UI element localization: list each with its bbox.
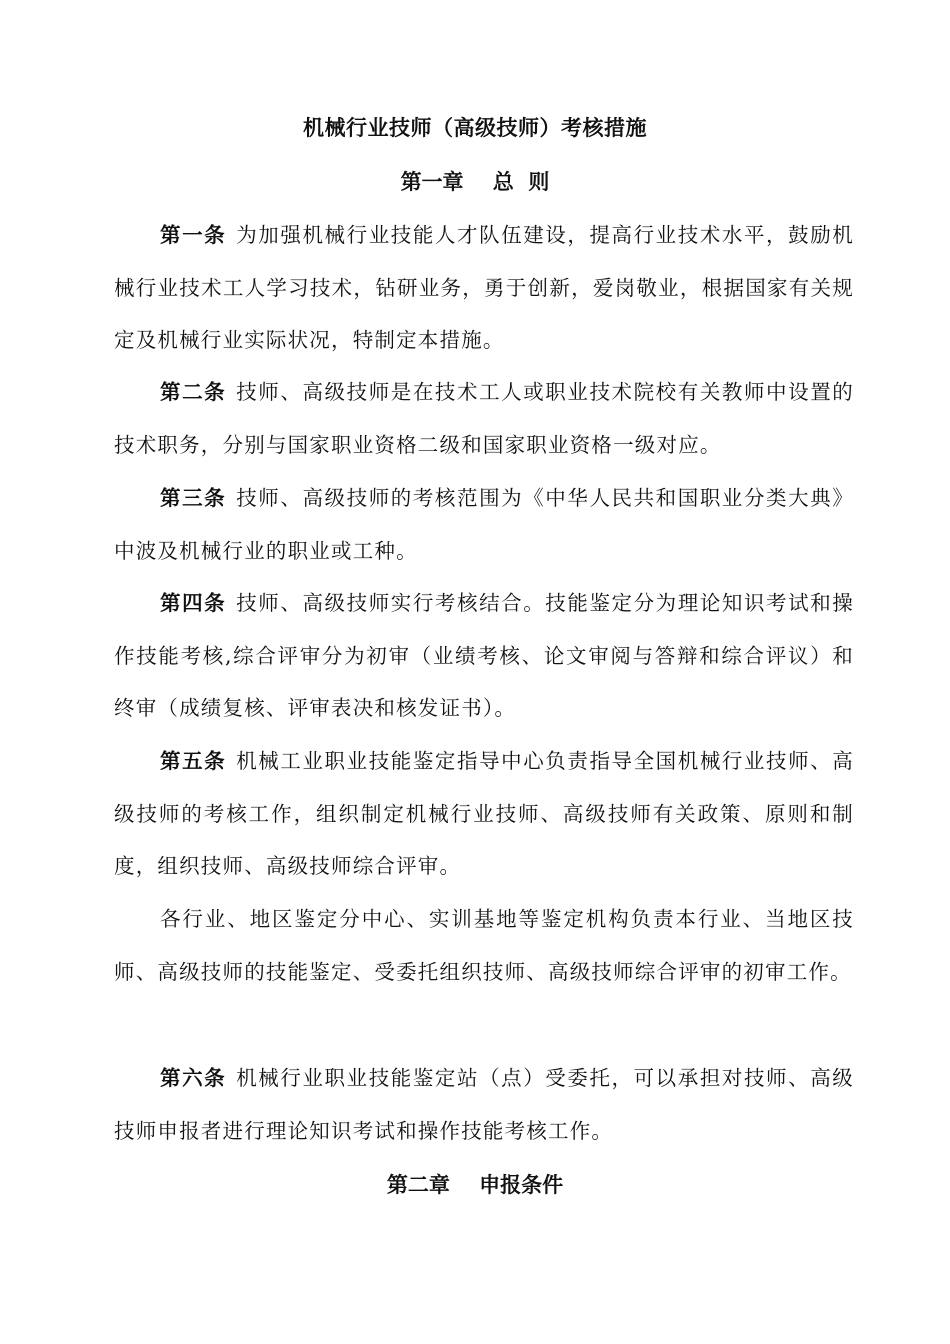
article-3 xyxy=(114,472,854,577)
document-title: 机械行业技师（高级技师）考核措施 xyxy=(303,115,647,140)
article-label: 第三条 xyxy=(160,486,227,510)
article-1 xyxy=(114,209,854,367)
article-label: 第五条 xyxy=(160,749,227,773)
article-2 xyxy=(114,366,854,471)
article-text: 技师、高级技师的考核范围为《中华人民共和国职业分类大典》中波及机械行业的职业或工种。 xyxy=(114,486,854,563)
article-6 xyxy=(114,1052,854,1157)
article-text: 机械行业职业技能鉴定站（点）受委托，可以承担对技师、高级技师申报者进行理论知识考试和操作技能考核工作。 xyxy=(114,1066,854,1143)
article-label: 第一条 xyxy=(160,223,227,247)
article-text: 技师、高级技师是在技术工人或职业技术院校有关教师中设置的技术职务，分别与国家职业资格二级和国家职业资格一级对应。 xyxy=(114,380,854,457)
article-text: 为加强机械行业技能人才队伍建设，提高行业技术水平，鼓励机械行业技术工人学习技术，钻研业务，勇于创新，爱岗敬业，根据国家有关规定及机械行业实际状况，特制定本措施。 xyxy=(114,223,854,352)
article-label: 第四条 xyxy=(160,591,227,615)
article-5-continued xyxy=(114,893,854,998)
article-4 xyxy=(114,577,854,735)
chapter-heading-2: 第二章 申报条件 xyxy=(386,1172,564,1197)
article-text: 机械工业职业技能鉴定指导中心负责指导全国机械行业技师、高级技师的考核工作，组织制定机械行业技师、高级技师有关政策、原则和制度，组织技师、高级技师综合评审。 xyxy=(114,749,854,878)
chapter-heading-1: 第一章 总 则 xyxy=(400,169,550,194)
article-label: 第六条 xyxy=(160,1066,227,1090)
article-5 xyxy=(114,735,854,893)
article-text: 技师、高级技师实行考核结合。技能鉴定分为理论知识考试和操作技能考核,综合评审分为初审（业绩考核、论文审阅与答辩和综合评议）和终审（成绩复核、评审表决和核发证书）。 xyxy=(114,591,854,720)
article-label: 第二条 xyxy=(160,380,227,404)
article-text: 各行业、地区鉴定分中心、实训基地等鉴定机构负责本行业、当地区技师、高级技师的技能鉴定、受委托组织技师、高级技师综合评审的初审工作。 xyxy=(114,907,854,984)
